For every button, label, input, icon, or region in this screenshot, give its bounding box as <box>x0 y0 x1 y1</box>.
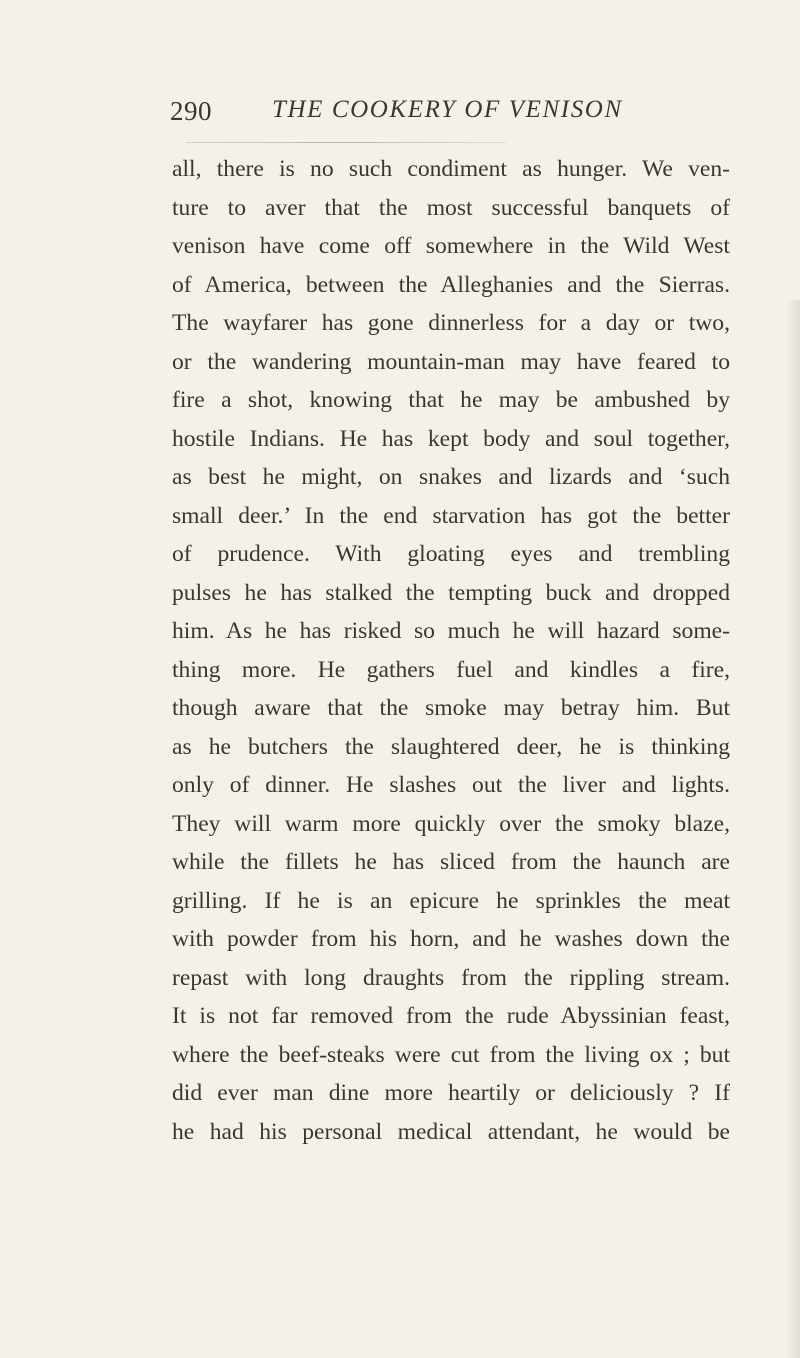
text-line: grilling. If he is an epicure he sprinkles the meat <box>172 887 730 914</box>
text-line: as best he might, on snakes and lizards and ‘such <box>172 464 730 490</box>
running-title: THE COOKERY OF VENISON <box>272 96 623 123</box>
text-line: fire a shot, knowing that he may be ambushed by <box>172 387 730 413</box>
header-rule <box>186 142 506 143</box>
text-line: of prudence. With gloating eyes and trembling <box>172 541 730 567</box>
text-line: though aware that the smoke may betray him. But <box>172 695 730 721</box>
page-number: 290 <box>170 96 212 126</box>
text-line: with powder from his horn, and he washes down the <box>172 926 730 952</box>
body-text <box>172 150 730 1151</box>
text-line: all, there is no such condiment as hunger. We ven- <box>172 156 730 182</box>
text-line: him. As he has risked so much he will hazard some- <box>172 618 730 644</box>
text-line: pulses he has stalked the tempting buck and dropped <box>172 579 730 606</box>
text-line: small deer.’ In the end starvation has got the better <box>172 502 730 529</box>
text-line: as he butchers the slaughtered deer, he is thinking <box>172 733 730 760</box>
text-line: of America, between the Alleghanies and the Sierras. <box>172 271 730 298</box>
text-line: where the beef-steaks were cut from the living ox ; but <box>172 1041 730 1068</box>
text-line: repast with long draughts from the rippling stream. <box>172 964 730 991</box>
text-line: while the fillets he has sliced from the haunch are <box>172 849 730 875</box>
text-line: or the wandering mountain-man may have feared to <box>172 348 730 375</box>
text-line: only of dinner. He slashes out the liver and lights. <box>172 772 730 798</box>
text-line: ture to aver that the most successful banquets of <box>172 194 730 221</box>
text-line: thing more. He gathers fuel and kindles a fire, <box>172 656 730 683</box>
page-header <box>170 96 730 136</box>
text-line: The wayfarer has gone dinnerless for a day or two, <box>172 310 730 336</box>
text-line: he had his personal medical attendant, he would be <box>172 1118 730 1145</box>
page-edge-shadow <box>786 300 800 1358</box>
text-line: It is not far removed from the rude Abyssinian feast, <box>172 1003 730 1029</box>
text-line: hostile Indians. He has kept body and soul together, <box>172 425 730 452</box>
text-line: venison have come off somewhere in the Wild West <box>172 233 730 259</box>
text-line: They will warm more quickly over the smoky blaze, <box>172 810 730 837</box>
text-line: did ever man dine more heartily or deliciously ? If <box>172 1080 730 1106</box>
